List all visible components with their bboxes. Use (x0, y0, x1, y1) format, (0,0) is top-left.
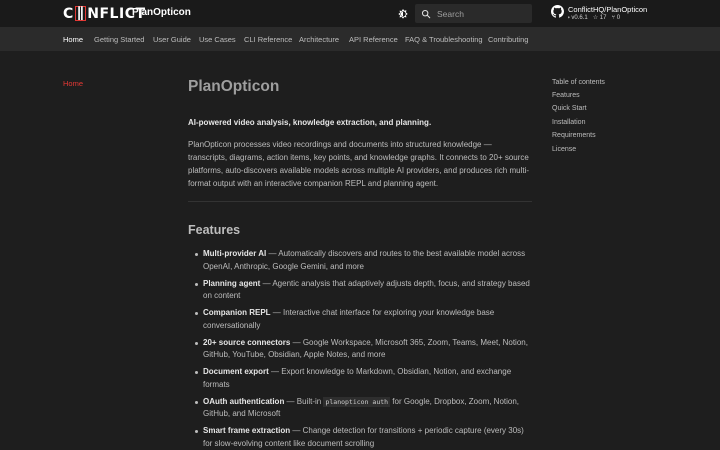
feature-name: Document export (203, 367, 269, 376)
feature-name: 20+ source connectors (203, 337, 291, 347)
feature-text: — Agentic analysis that adaptively adjusts depth, focus, and strategy based on content (203, 278, 530, 300)
toc-item-features[interactable]: Features (552, 92, 580, 99)
tab-use-cases[interactable]: Use Cases (199, 35, 236, 44)
logo-right: NFLICT (87, 5, 146, 22)
page-lead: AI-powered video analysis, knowledge extraction, and planning. (188, 118, 432, 127)
search-box[interactable] (415, 4, 532, 23)
logo-box: ∥ (76, 5, 85, 21)
code-snippet: planopticon auth (325, 397, 389, 406)
toc-item-quick-start[interactable]: Quick Start (552, 105, 587, 112)
sidebar-item-home[interactable]: Home (63, 79, 84, 88)
feature-text: — Google Workspace, Microsoft 365, Zoom, Teams, Meet, Notion, GitHub, YouTube, Obsidian, Apple Notes, and more (203, 337, 528, 359)
feature-text: — Change detection for transitions + periodic capture (every 30s) for slow-evolving content like document scrolling (203, 426, 524, 448)
list-item (195, 307, 532, 332)
search-input[interactable] (437, 9, 527, 19)
star-icon: ☆ 17 (592, 15, 607, 21)
tab-api-reference[interactable]: API Reference (349, 35, 398, 44)
toc-title: Table of contents (552, 79, 605, 86)
toc-item-requirements[interactable]: Requirements (552, 132, 596, 139)
site-title[interactable]: PlanOpticon (132, 7, 191, 18)
tab-cli-reference[interactable]: CLI Reference (244, 35, 293, 44)
repo-version: v0.6.1 (571, 15, 588, 21)
page-intro: PlanOpticon processes video recordings and documents into structured knowledge — transcripts, diagrams, action items, key points, and knowledge graphs. It connects to 20+ source platforms, auto-discovers available models across multiple AI providers, and produces rich multi-format output with an interactive companion REPL and planning agent. (188, 140, 530, 188)
repo-stars: 17 (599, 15, 607, 21)
feature-text: — Built-in (284, 396, 324, 406)
feature-name: OAuth authentication (203, 396, 285, 406)
list-item (195, 248, 532, 273)
features-heading: Features (188, 223, 241, 237)
features-list (195, 248, 532, 450)
navigation-tabs (0, 27, 720, 51)
repo-stats (568, 14, 647, 22)
feature-text: for Google, Dropbox, Zoom, Notion, GitHub, and Microsoft (203, 396, 520, 418)
repo-name: ConflictHQ/PlanOpticon (568, 5, 648, 14)
feature-name: Smart frame extraction (203, 426, 291, 435)
list-item (195, 337, 532, 362)
fork-icon: ⑂ 0 (611, 15, 621, 21)
feature-text: — Export knowledge to Markdown, Obsidian, Notion, and exchange formats (203, 367, 512, 389)
tab-architecture[interactable]: Architecture (299, 35, 340, 44)
github-icon (551, 5, 564, 18)
list-item (195, 396, 532, 421)
theme-toggle-icon[interactable] (397, 7, 409, 19)
list-item (195, 278, 532, 303)
tag-icon: ⬪ v0.6.1 (568, 15, 588, 21)
list-item (195, 366, 532, 391)
logo-left: C (63, 5, 74, 22)
feature-text: — Interactive chat interface for exploring your knowledge base conversationally (203, 308, 495, 330)
feature-name: Companion REPL (203, 308, 271, 317)
tab-user-guide[interactable]: User Guide (153, 35, 191, 44)
page-title: PlanOpticon (188, 78, 280, 95)
tab-contributing[interactable]: Contributing (488, 35, 529, 44)
repo-forks: 0 (616, 15, 621, 21)
search-icon (421, 9, 431, 19)
tab-faq-troubleshooting[interactable]: FAQ & Troubleshooting (405, 35, 483, 44)
repo-link[interactable] (551, 5, 647, 22)
tab-home[interactable]: Home (63, 35, 84, 44)
tab-getting-started[interactable]: Getting Started (94, 35, 145, 44)
toc-item-license[interactable]: License (552, 146, 577, 153)
list-item (195, 425, 532, 450)
divider (188, 201, 532, 202)
feature-text: — Automatically discovers and routes to the best available model across OpenAI, Anthropic, Google Gemini, and more (203, 249, 526, 271)
feature-name: Planning agent (203, 278, 261, 288)
toc-item-installation[interactable]: Installation (552, 119, 586, 126)
header-bar (0, 0, 720, 27)
feature-name: Multi-provider AI (203, 249, 267, 258)
